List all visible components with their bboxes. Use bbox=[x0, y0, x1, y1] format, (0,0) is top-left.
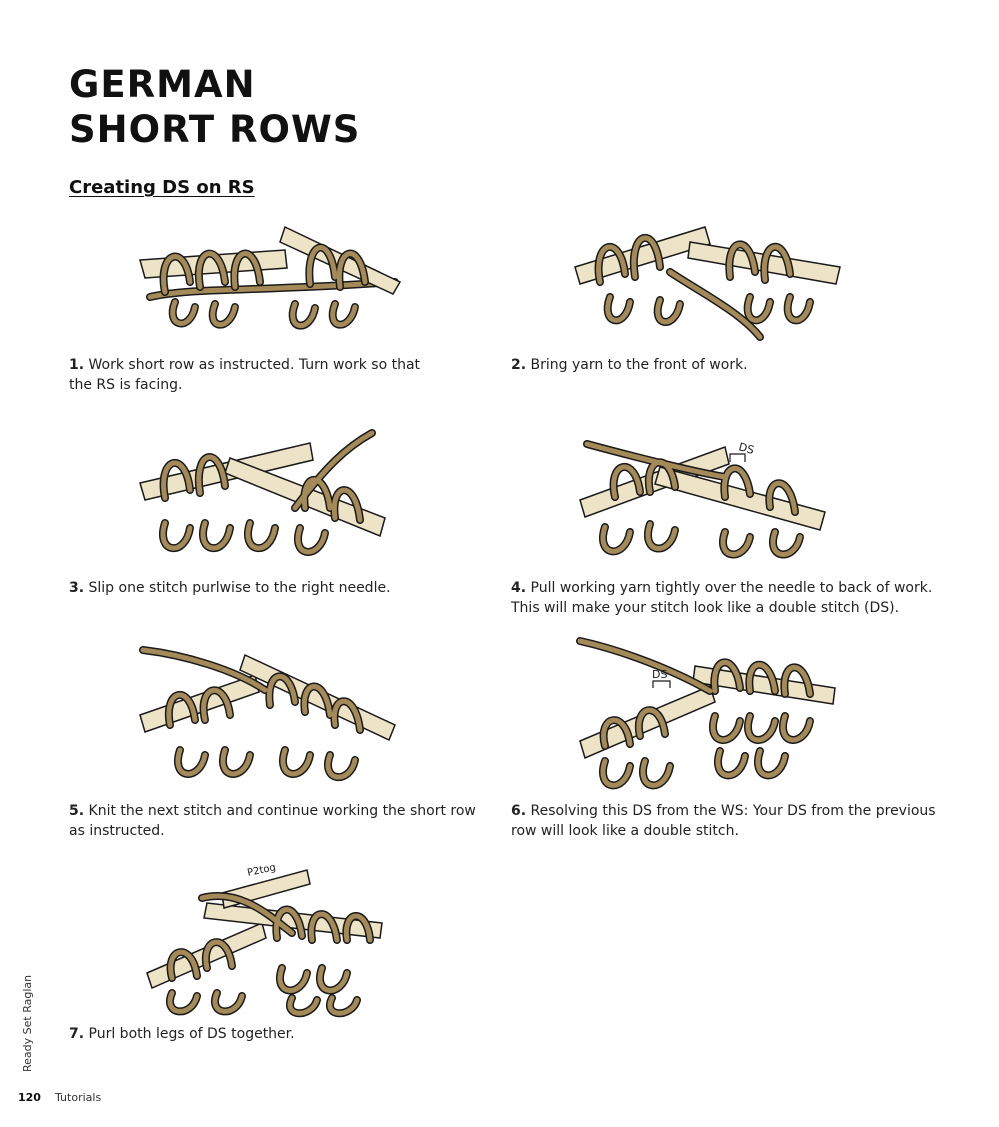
step-5-caption bbox=[69, 801, 476, 841]
book-title-vertical: Ready Set Raglan bbox=[21, 974, 34, 1072]
step-7-caption bbox=[69, 1024, 295, 1044]
step-6-illustration bbox=[575, 636, 840, 796]
step-5-text: Knit the next stitch and continue working the short row bbox=[88, 803, 476, 819]
step-3-text: Slip one stitch purlwise to the right needle. bbox=[88, 580, 391, 596]
ds-label: DS bbox=[737, 440, 756, 457]
step-7-text: Purl both legs of DS together. bbox=[88, 1026, 295, 1042]
step-1-number: 1. bbox=[69, 357, 85, 373]
step-6-text: Resolving this DS from the WS: Your DS from the previous bbox=[530, 803, 936, 819]
step-3-illustration bbox=[135, 428, 395, 568]
section-subtitle: Creating DS on RS bbox=[69, 177, 255, 198]
title-line-1: GERMAN bbox=[69, 63, 256, 106]
step-5-number: 5. bbox=[69, 803, 85, 819]
step-1-text: Work short row as instructed. Turn work so that bbox=[88, 357, 421, 373]
step-4-number: 4. bbox=[511, 580, 527, 596]
step-2-text: Bring yarn to the front of work. bbox=[530, 357, 748, 373]
title-line-2: SHORT ROWS bbox=[69, 108, 361, 151]
step-5-text-2: as instructed. bbox=[69, 823, 165, 839]
step-5-illustration bbox=[135, 640, 400, 790]
step-1-text-2: the RS is facing. bbox=[69, 377, 183, 393]
step-2-illustration bbox=[570, 212, 845, 342]
step-4-text: Pull working yarn tightly over the needle to back of work. bbox=[530, 580, 933, 596]
step-2-number: 2. bbox=[511, 357, 527, 373]
step-6-text-2: row will look like a double stitch. bbox=[511, 823, 739, 839]
step-6-number: 6. bbox=[511, 803, 527, 819]
step-4-text-2: This will make your stitch look like a double stitch (DS). bbox=[511, 600, 900, 616]
step-7-number: 7. bbox=[69, 1026, 85, 1042]
ds-label-2: DS bbox=[652, 668, 668, 681]
step-7-illustration bbox=[142, 858, 387, 1018]
step-4-illustration bbox=[575, 432, 835, 567]
step-4-caption bbox=[511, 578, 932, 618]
step-1-caption bbox=[69, 355, 420, 395]
step-3-caption bbox=[69, 578, 391, 598]
page-number: 120 bbox=[18, 1091, 41, 1104]
step-3-number: 3. bbox=[69, 580, 85, 596]
step-6-caption bbox=[511, 801, 936, 841]
step-2-caption bbox=[511, 355, 748, 375]
section-label: Tutorials bbox=[55, 1091, 102, 1104]
step-1-illustration bbox=[135, 212, 405, 342]
p2tog-label: P2tog bbox=[246, 862, 277, 879]
page-title bbox=[69, 62, 360, 152]
